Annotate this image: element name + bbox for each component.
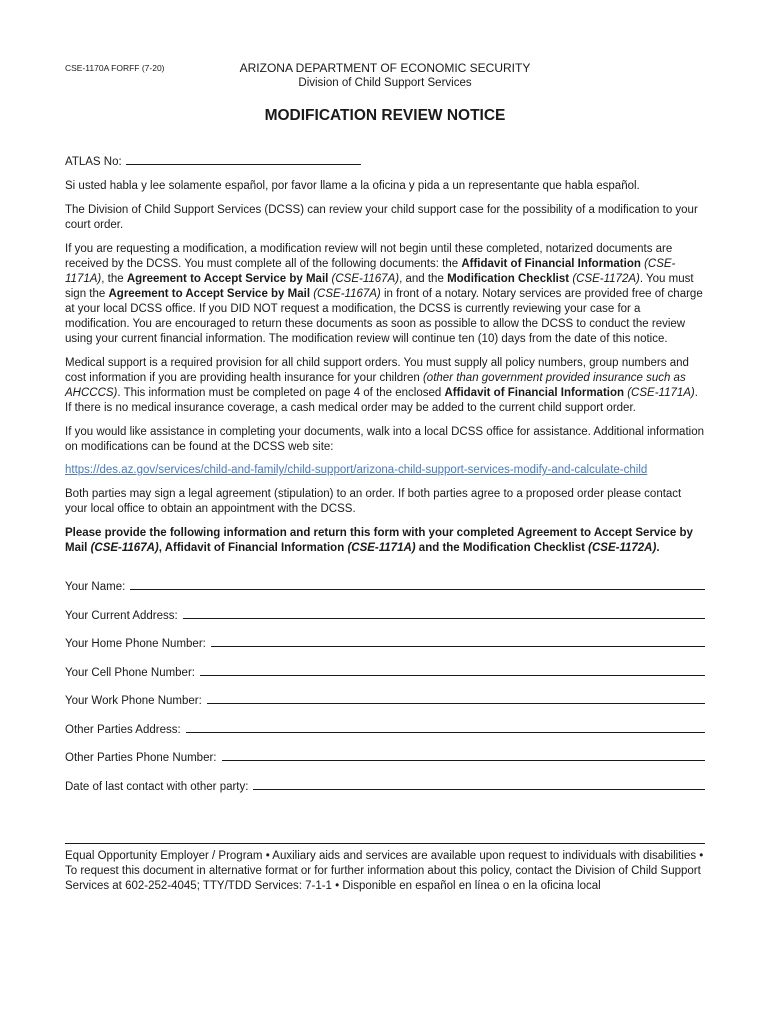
field-label-date-of-last-contact-with-other-party: Date of last contact with other party: [65, 780, 249, 793]
footer-text: Equal Opportunity Employer / Program • Auxiliary aids and services are available upon request to individuals with disabilities • To request this document in alternative format or for further information about this policy, contact the Division of Child Support Services at 602-252-4045; TTY/TDD Services: 7-1-1 • Disponible en español en línea o en la oficina local [65, 850, 704, 892]
paragraph-medical-support: Medical support is a required provision for all child support orders. You must supply all policy numbers, group numbers and cost information if you are providing health insurance for your children (other than government provided insurance such as AHCCCS). This information must be completed on page 4 of the enclosed Affidavit of Financial Information (CSE-1171A). If there is no medical insurance coverage, a cash medical order may be added to the current child support order. [65, 357, 698, 414]
paragraph-stipulation: Both parties may sign a legal agreement (stipulation) to an order. If both parties agree to a proposed order please contact your local office to obtain an appointment with the DCSS. [65, 488, 682, 515]
field-label-other-parties-phone-number: Other Parties Phone Number: [65, 752, 217, 764]
link-paragraph [65, 463, 705, 478]
paragraph-assistance: If you would like assistance in completing your documents, walk into a local DCSS office for assistance. Additional information on modifications can be found at the DCSS web site: [65, 426, 704, 453]
dcss-website-link[interactable]: https://des.az.gov/services/child-and-family/child-support/arizona-child-support-services-modify-and-calculate-child [65, 464, 648, 476]
atlas-no-row [65, 152, 705, 170]
atlas-no-label: ATLAS No: [65, 156, 122, 168]
field-input-line-other-parties-address[interactable] [186, 720, 705, 733]
paragraph-please-provide: Please provide the following information and return this form with your completed Agreement to Accept Service by Mail (CSE-1167A), Affidavit of Financial Information (CSE-1171A) and the Modification Checklist (CSE-1172A). [65, 527, 693, 554]
agency-name: ARIZONA DEPARTMENT OF ECONOMIC SECURITY [239, 61, 531, 75]
field-input-line-your-cell-phone-number[interactable] [200, 663, 705, 676]
field-label-your-cell-phone-number: Your Cell Phone Number: [65, 666, 195, 679]
atlas-no-field-line[interactable] [126, 152, 361, 165]
field-input-line-your-name[interactable] [130, 577, 705, 590]
paragraph-intro: The Division of Child Support Services (DCSS) can review your child support case for the possibility of a modification to your court order. [65, 204, 698, 231]
field-row-your-cell-phone-number [65, 663, 705, 692]
field-input-line-other-parties-phone-number[interactable] [222, 748, 706, 761]
field-label-other-parties-address: Other Parties Address: [65, 723, 181, 736]
field-input-line-your-work-phone-number[interactable] [207, 691, 705, 704]
footer-separator [65, 843, 705, 844]
field-label-your-home-phone-number: Your Home Phone Number: [65, 638, 206, 650]
field-input-line-your-current-address[interactable] [183, 606, 705, 619]
document-title: MODIFICATION REVIEW NOTICE [264, 107, 506, 124]
field-row-other-parties-address [65, 720, 705, 749]
paragraph-requesting-modification: If you are requesting a modification, a modification review will not begin until these completed, notarized documents are received by the DCSS. You must complete all of the following documents: the Affidavit of Financial Information (CSE-1171A), the Agreement to Accept Service by Mail (CSE-1167A), and the Modification Checklist (CSE-1172A). You must sign the Agreement to Accept Service by Mail (CSE-1167A) in front of a notary. Notary services are provided free of charge at your local DCSS office. If you DID NOT request a modification, the DCSS is currently reviewing your case for a modification. You are encouraged to return these documents as soon as possible to allow the DCSS to conduct the review using your current financial information. The modification review will continue ten (10) days from the date of this notice. [65, 243, 703, 345]
field-row-your-work-phone-number [65, 691, 705, 720]
field-label-your-name: Your Name: [65, 581, 126, 593]
division-name: Division of Child Support Services [298, 77, 472, 89]
field-input-line-your-home-phone-number[interactable] [211, 634, 705, 647]
paragraph-spanish-notice: Si usted habla y lee solamente español, por favor llame a la oficina y pida a un representante que habla español. [65, 180, 640, 192]
field-label-your-current-address: Your Current Address: [65, 609, 178, 622]
field-row-your-current-address [65, 606, 705, 635]
field-row-your-name [65, 577, 705, 606]
field-row-date-of-last-contact-with-other-party [65, 777, 705, 806]
document-header [65, 60, 705, 91]
field-label-your-work-phone-number: Your Work Phone Number: [65, 695, 202, 707]
field-row-other-parties-phone-number [65, 748, 705, 777]
form-fields-section [65, 577, 705, 805]
field-input-line-date-of-last-contact-with-other-party[interactable] [253, 777, 705, 790]
field-row-your-home-phone-number [65, 634, 705, 663]
form-number-label: CSE-1170A FORFF (7-20) [65, 63, 165, 73]
